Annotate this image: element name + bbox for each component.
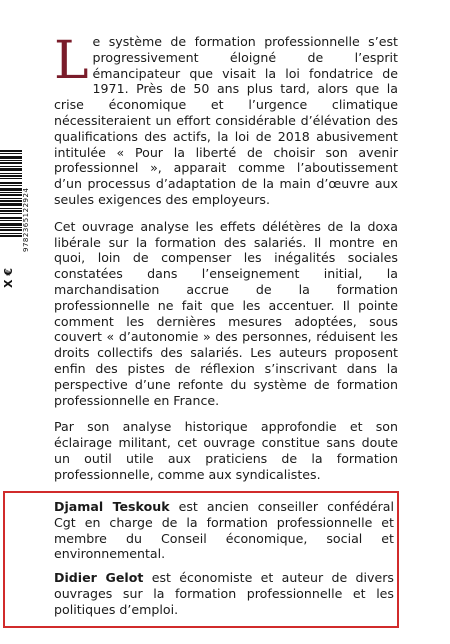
paragraph-conclusion: Par son analyse historique approfondie et son éclairage militant, cet ouvrage constitue sans doute un outil utile aux praticiens de la formation professionnelle, comme aux syndicalistes. bbox=[54, 419, 398, 482]
author-name: Didier Gelot bbox=[54, 570, 144, 586]
barcode bbox=[0, 150, 22, 260]
author-name: Djamal Teskouk bbox=[54, 499, 170, 514]
back-cover-text bbox=[54, 31, 398, 494]
author-bio bbox=[54, 499, 394, 562]
drop-cap: L bbox=[54, 31, 89, 91]
author-description: est économiste et auteur de divers ouvrages sur la formation professionnelle et les politiques d’emploi. bbox=[54, 570, 394, 617]
author-bio bbox=[54, 570, 394, 617]
authors-section bbox=[54, 499, 394, 626]
paragraph-analysis: Cet ouvrage analyse les effets délétères de la doxa libérale sur la formation des salariés. Il montre en quoi, loin de compenser les inégalités sociales constatées dans l’enseignement initial, la marchandisation accrue de la formation professionnelle ne fait que les accentuer. Il pointe comment les dernières mesures adoptées, sous couvert « d’autonomie » des personnes, réduisent les droits collectifs des salariés. Les auteurs proposent enfin des pistes de réflexion s’inscrivant dans la perspective d’une refonte du système de formation professionnelle en France. bbox=[54, 218, 398, 408]
price-label: X € bbox=[2, 268, 15, 288]
author-description: est ancien conseiller confédéral Cgt en charge de la formation professionnelle et membre du Conseil économique, social et environnemental. bbox=[54, 499, 395, 562]
paragraph-intro bbox=[54, 31, 398, 208]
paragraph-intro-text: e système de formation professionnelle s’est progressivement éloigné de l’esprit émancipateur que visait la loi fondatrice de 1971. Près de 50 ans plus tard, alors que la crise économique et l’urgence climatique nécessiteraient un effort considérable d’élévation des qualifications des actifs, la loi de 2018 abusivement intitulée « Pour la liberté de choisir son avenir professionnel », apparait comme l’aboutissement d’un processus d’adaptation de la main d’œuvre aux seules exigences des employeurs. bbox=[54, 34, 398, 207]
isbn-number: 9782365122924 bbox=[22, 187, 30, 252]
